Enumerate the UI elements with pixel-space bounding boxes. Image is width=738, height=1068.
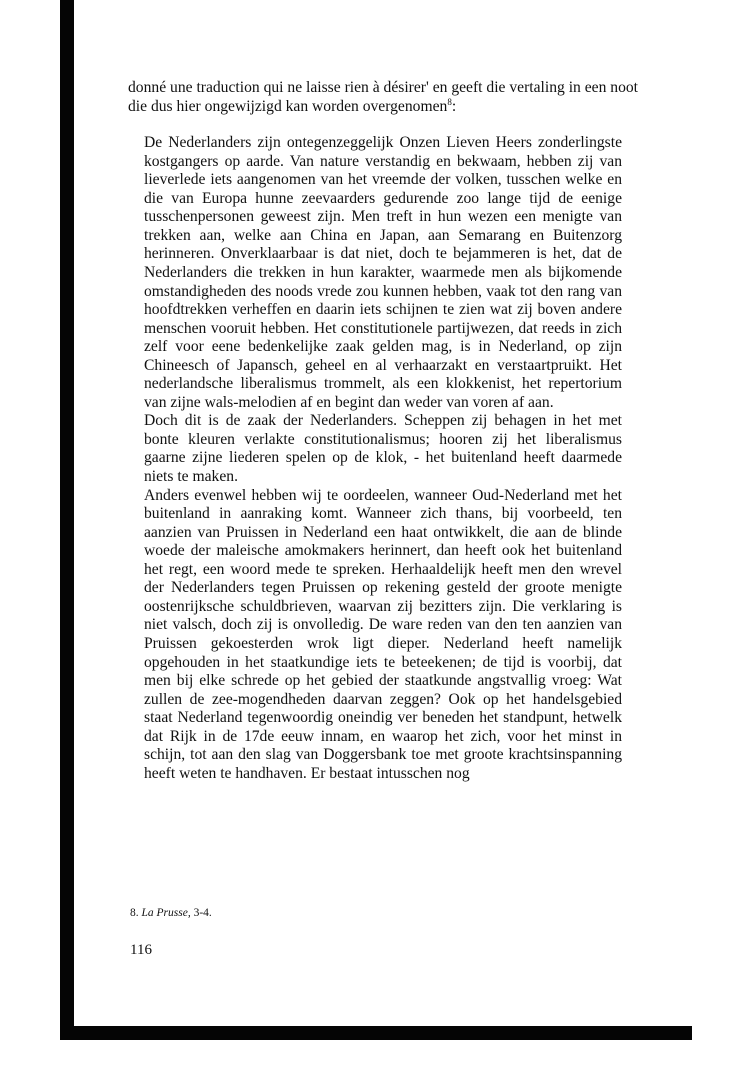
intro-tail: : [451,97,457,115]
scan-border-bottom [60,1026,692,1040]
quote-paragraph-3: Anders evenwel hebben wij te oordeelen, wanneer Oud-Nederland met het buitenland in aanraking komt. Wanneer zich thans, bij voorbeeld, ten aanzien van Pruissen in Nederland een haat ontwikkelt, die aan de blinde woede der maleische amokmakers herinnert, dan heeft ook het buitenland het regt, een woord mede te spreken. Herhaaldelijk heeft men den wrevel der Nederlanders tegen Pruissen op rekening gesteld der groote menigte oostenrijksche schuldbrieven, waarvan zij bezitters zijn. Die verklaring is niet valsch, doch zij is onvolledig. De ware reden van den ten aanzien van Pruissen gekoesterden wrok ligt dieper. Nederland heeft namelijk opgehouden in het staatkundige iets te beteekenen; de tijd is voorbij, dat men bij elke schrede op het gebied der staatkunde angstvallig vroeg: Wat zullen de zee-mogendheden daarvan zeggen? Ook op het handelsgebied staat Nederland tegenwoordig oneindig ver beneden het standpunt, hetwelk dat Rijk in de 17de eeuw innam, en waarop het zich, voor het minst in schijn, tot aan den slag van Doggersbank toe met groote krachtsinspanning heeft weten te handhaven. Er bestaat intusschen nog [144,486,622,782]
footnote [130,907,212,919]
block-quote [144,134,622,783]
page-body [128,79,638,783]
footnote-number: 8. [130,907,139,919]
footnote-pages: 3-4. [193,907,212,919]
footnote-title: La Prusse, [141,907,191,919]
footnote-reference: 8 [447,96,452,107]
intro-text-line [128,79,638,116]
page-number: 116 [130,942,152,958]
intro-text: donné une traduction qui ne laisse rien à désirer' en geeft die vertaling in een noot die dus hier ongewijzigd kan worden overgenomen [128,79,638,115]
quote-paragraph-1: De Nederlanders zijn ontegenzeggelijk Onzen Lieven Heers zonderlingste kostgangers op aarde. Van nature verstandig en bekwaam, hebben zij van lieverlede iets aangenomen van het vreemde der volken, tusschen welke en die van Europa hunne zeevaarders gedurende zoo lange tijd de eenige tusschenpersonen geweest zijn. Men treft in hun wezen een menigte van trekken aan, welke aan China en Japan, aan Semarang en Buitenzorg herinneren. Onverklaarbaar is dat niet, doch te bejammeren is het, dat de Nederlanders die trekken in hun karakter, waarmede men als bijkomende omstandigheden des noods vrede zou kunnen hebben, vaak tot den rang van hoofdtrekken verheffen en daarin iets schijnen te zien wat zij boven andere menschen vooruit hebben. Het constitutionele partijwezen, dat reeds in zich zelf voor eene bedenkelijke zaak gelden mag, is in Nederland, op zijn Chineesch of Japansch, geheel en al verhaarzakt en verstaartpruikt. Het nederlandsche liberalismus trommelt, als een klokkenist, het repertorium van zijne wals-melodien af en begint dan weder van voren af aan. [144,134,622,411]
scan-border-left [60,0,74,1040]
quote-paragraph-2: Doch dit is de zaak der Nederlanders. Scheppen zij behagen in het met bonte kleuren verlakte constitutionalismus; hooren zij het liberalismus gaarne zijne liederen spelen op de klok, - het buitenland heeft daarmede niets te maken. [144,412,622,486]
intro-paragraph [128,79,638,116]
